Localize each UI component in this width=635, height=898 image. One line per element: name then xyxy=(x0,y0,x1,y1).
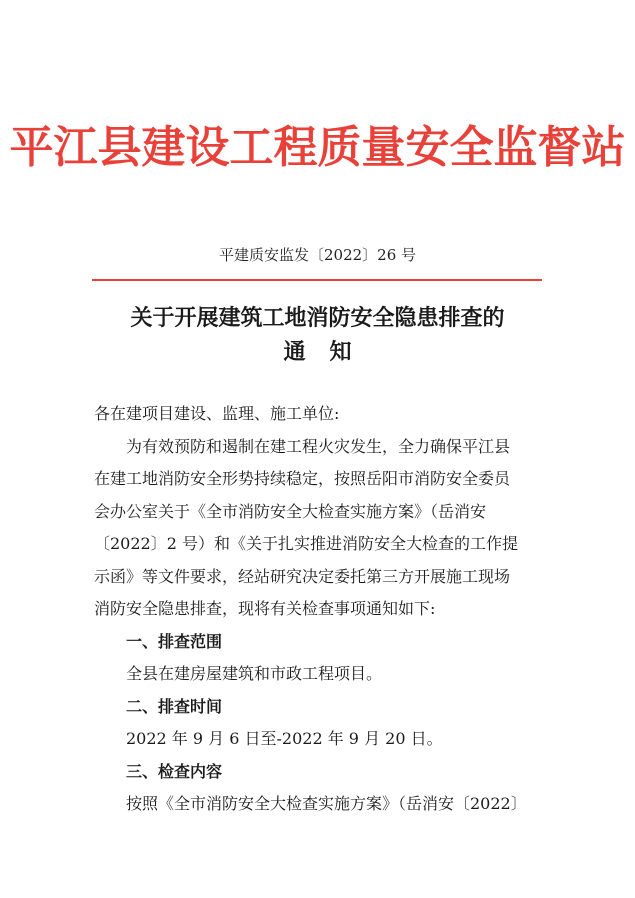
body-paragraph-line: 会办公室关于《全市消防安全大检查实施方案》（岳消安 xyxy=(94,501,487,521)
title-line-2: 通知 xyxy=(283,339,376,365)
document-body xyxy=(94,398,544,821)
body-paragraph-line: 在建工地消防安全形势持续稳定，按照岳阳市消防安全委员 xyxy=(94,469,511,488)
body-paragraph-line: 为有效预防和遏制在建工程火灾发生，全力确保平江县 xyxy=(126,436,511,456)
section-1-text: 全县在建房屋建筑和市政工程项目。 xyxy=(126,664,383,683)
section-3-text: 按照《全市消防安全大检查实施方案》（岳消安〔2022〕 xyxy=(126,794,527,813)
body-paragraph-line: 〔2022〕2 号）和《关于扎实推进消防安全大检查的工作提 xyxy=(94,534,518,553)
issuing-organization-header: 平江县建设工程质量安全监督站 xyxy=(9,122,626,173)
section-3-heading: 三、检查内容 xyxy=(126,761,223,781)
body-paragraph-line: 示函》等文件要求，经站研究决定委托第三方开展施工现场 xyxy=(94,566,511,586)
document-number: 平建质安监发〔2022〕26 号 xyxy=(218,246,417,264)
document-title xyxy=(0,301,635,369)
section-2-heading: 二、排查时间 xyxy=(126,696,223,716)
body-paragraph-line: 消防安全隐患排查，现将有关检查事项通知如下: xyxy=(94,599,436,618)
section-1-heading: 一、排查范围 xyxy=(126,631,223,651)
salutation: 各在建项目建设、监理、施工单位: xyxy=(94,404,340,423)
section-2-text: 2022 年 9 月 6 日至-2022 年 9 月 20 日。 xyxy=(126,729,443,748)
title-line-1: 关于开展建筑工地消防安全隐患排查的 xyxy=(130,305,505,331)
red-separator-line xyxy=(92,279,542,281)
